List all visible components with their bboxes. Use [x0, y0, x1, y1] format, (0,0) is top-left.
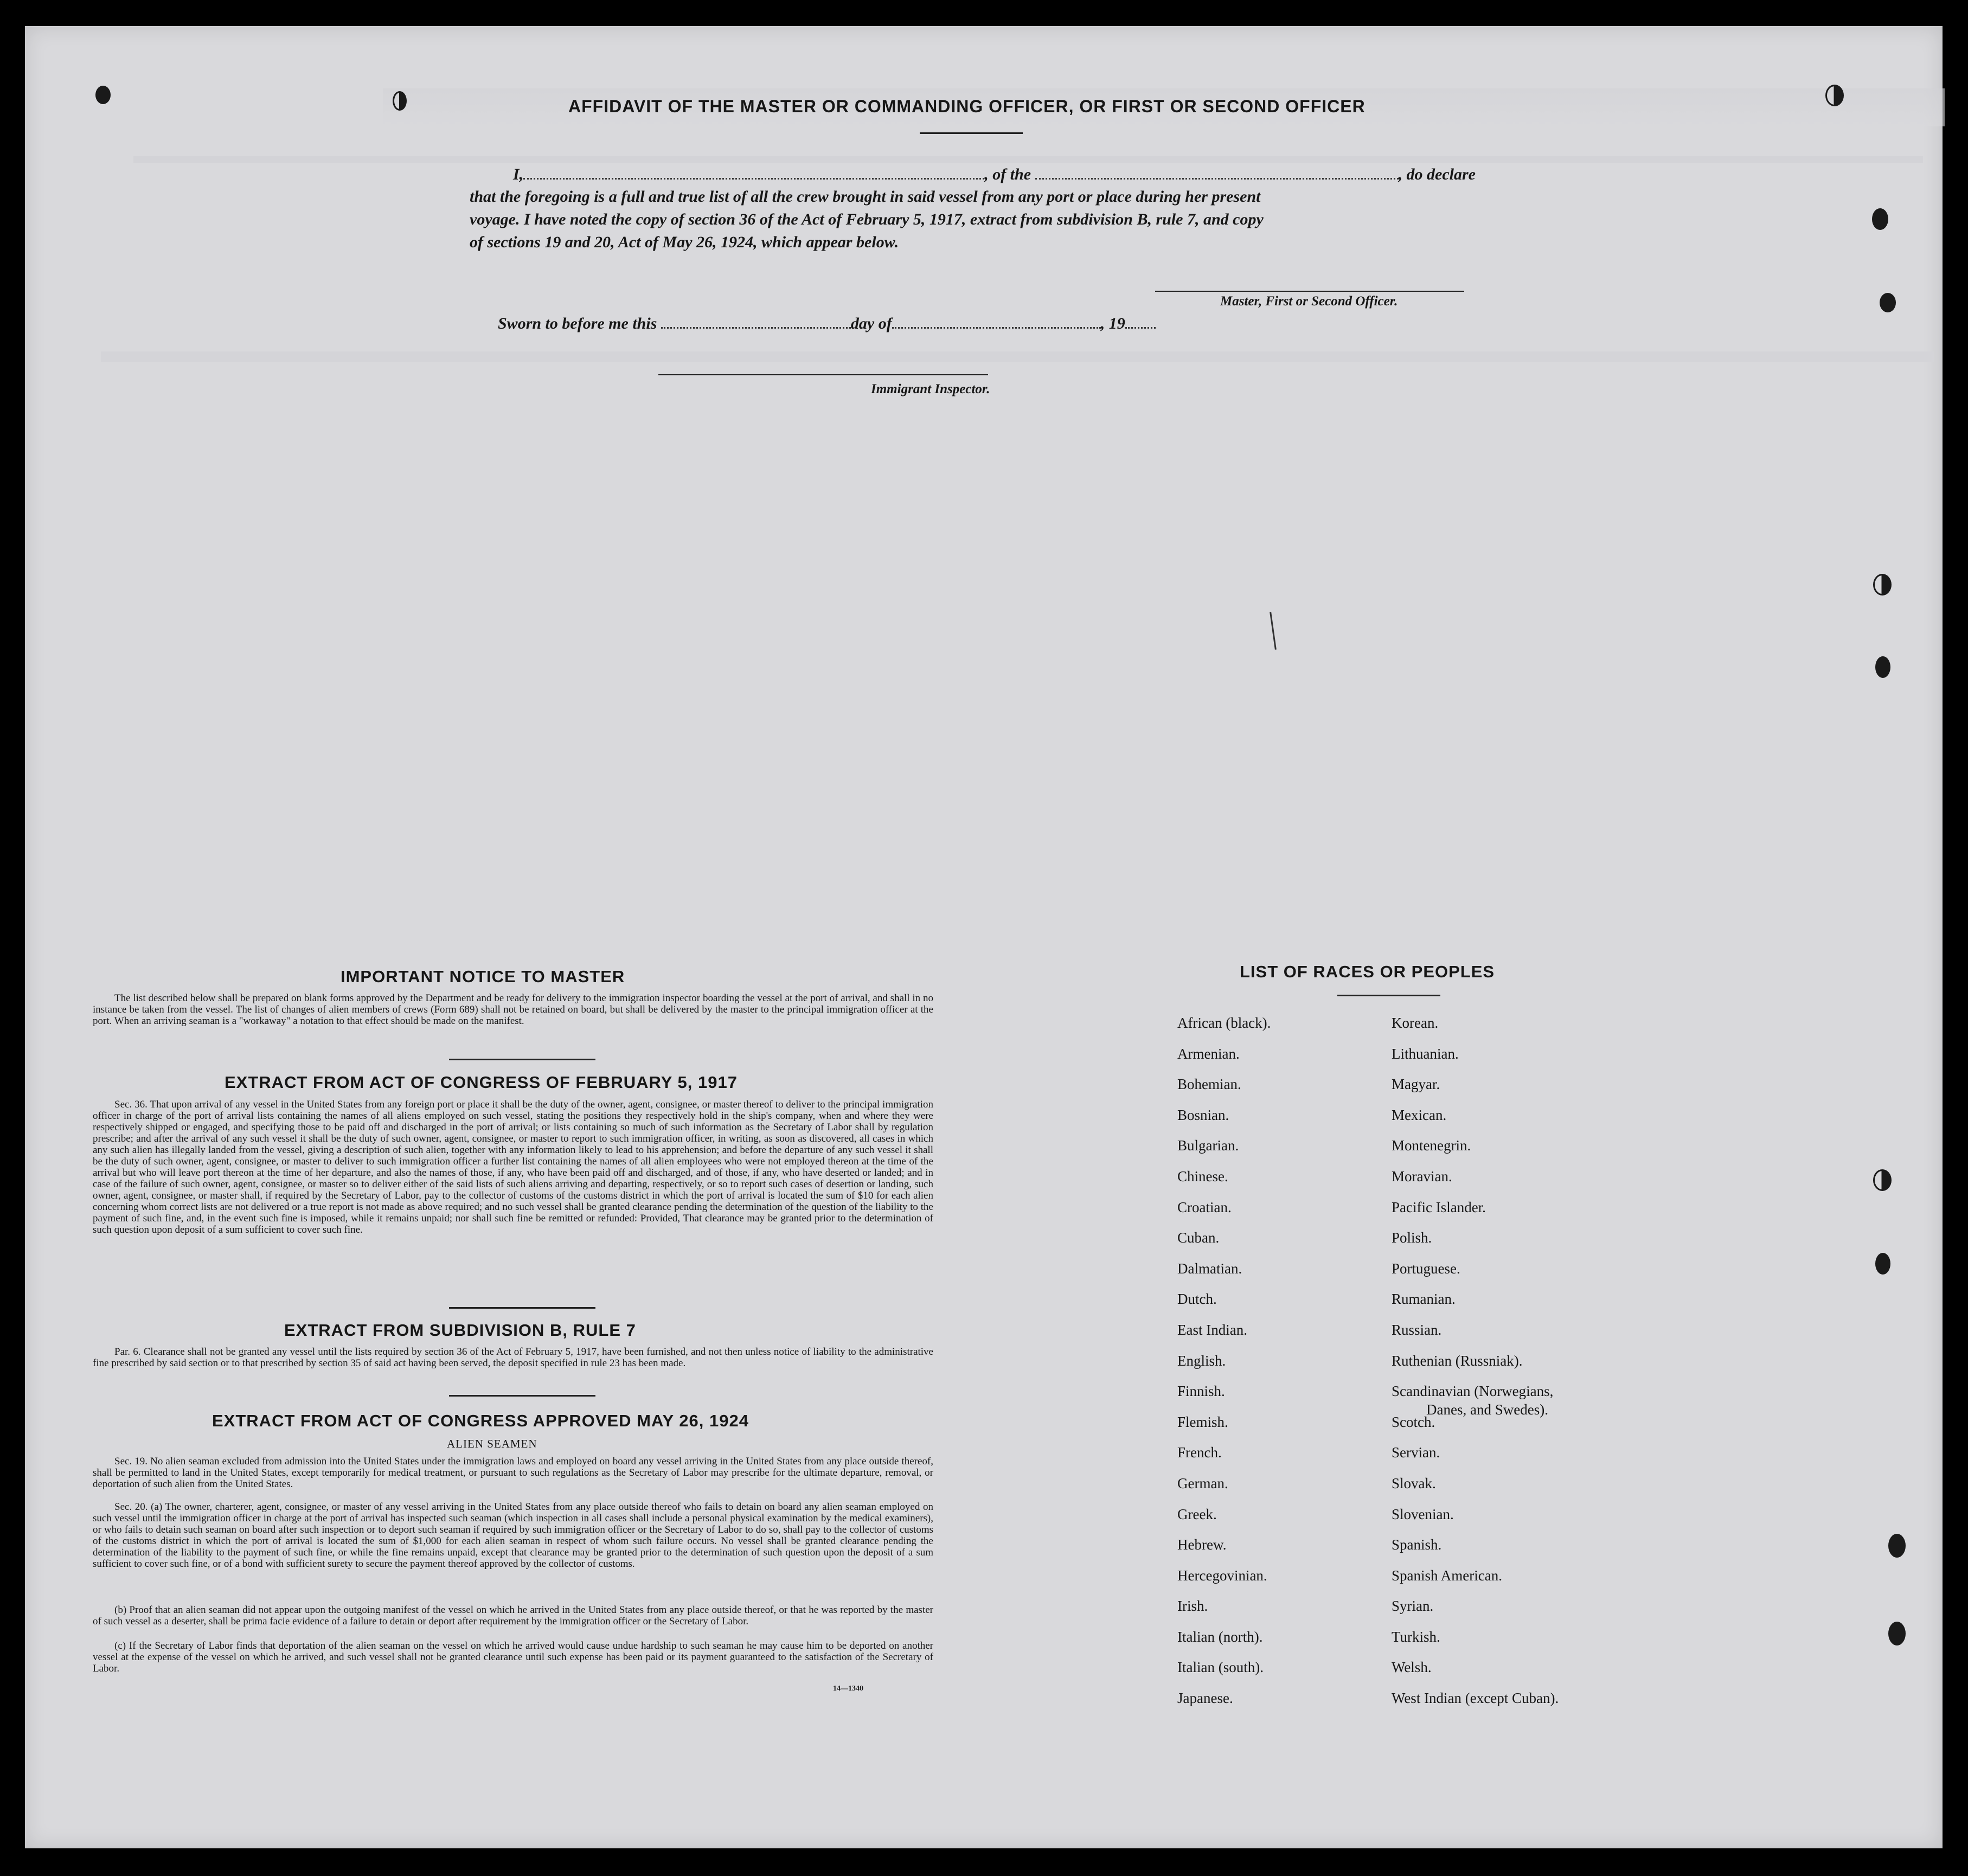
affidavit-body-line: of sections 19 and 20, Act of May 26, 1924, which appear below.: [470, 233, 899, 251]
master-signature-label: Master, First or Second Officer.: [1220, 294, 1398, 309]
race-item: Bohemian.: [1177, 1076, 1241, 1093]
pen-mark: [1270, 612, 1277, 650]
section-rule: [449, 1307, 595, 1309]
race-item: Slovenian.: [1392, 1506, 1454, 1522]
master-signature-line[interactable]: [1155, 291, 1464, 292]
race-item: Scotch.: [1392, 1413, 1435, 1430]
races-title: LIST OF RACES OR PEOPLES: [1240, 962, 1495, 981]
race-item: Greek.: [1177, 1506, 1217, 1522]
race-item: Finnish.: [1177, 1383, 1225, 1400]
punch-hole: [1880, 293, 1896, 312]
title-rule: [920, 132, 1023, 134]
race-item: Italian (south).: [1177, 1659, 1264, 1676]
punch-hole: [1875, 656, 1890, 678]
punch-hole: [1872, 208, 1888, 230]
race-item: Pacific Islander.: [1392, 1199, 1486, 1215]
race-item: Moravian.: [1392, 1168, 1452, 1184]
extract-1917-text: Sec. 36. That upon arrival of any vessel in the United States from any foreign port or place it shall be the duty of the owner, agent, consignee, or master thereof to deliver to the principal immigration officer in charge of the port of arrival lists containing the names of all aliens employed on such vessel, stating the positions they respectively hold in the ship's company, when and where they were respectively shipped or engaged, and specifying those to be paid off and discharged in the port of arrival; or lists containing so much of such information as the Secretary of Labor shall by regulation prescribe; and after the arrival of any such vessel it shall be the duty of such owner, agent, consignee, or master to report to such immigration officer, in writing, as soon as discovered, all cases in which any such alien has illegally landed from the vessel, giving a description of such alien, together with any information likely to lead to his apprehension; and before the departure of any such vessel it shall be the duty of such owner, agent, consignee, or master to deliver to such immigration officer a further list containing the names of all alien employees who were not employed thereon at the time of the arrival but who will leave port thereon at the time of her departure, and also the names of those, if any, who have been paid off and discharged, and of those, if any, who have deserted or landed; and in case of the failure of such owner, agent, consignee, or master so to deliver either of the said lists of such aliens arriving and departing, respectively, or so to report such cases of desertion or landing, such owner, agent, consignee, or master shall, if required by the Secretary of Labor, pay to the collector of customs of the customs district in which the port of arrival is located the sum of $10 for each alien concerning whom correct lists are not delivered or a true report is not made as above required; and no such vessel shall be granted clearance pending the determination of the question of the liability to the payment of such fine, and, in the event such fine is imposed, while it remains unpaid; nor shall such fine be remitted or refunded: Provided, That clearance may be granted prior to the determination of such question upon deposit of a sum sufficient to cover such fine.: [93, 1099, 933, 1235]
vessel-blank[interactable]: [1035, 177, 1399, 180]
race-item: Flemish.: [1177, 1413, 1228, 1430]
race-item: Ruthenian (Russniak).: [1392, 1352, 1523, 1369]
race-item: German.: [1177, 1475, 1228, 1491]
race-item: Rumanian.: [1392, 1291, 1456, 1308]
race-item: Cuban.: [1177, 1230, 1220, 1246]
punch-hole: [1873, 1169, 1892, 1191]
race-item: Portuguese.: [1392, 1260, 1460, 1277]
race-item: Korean.: [1392, 1015, 1439, 1031]
race-item: Croatian.: [1177, 1199, 1232, 1215]
race-item: Chinese.: [1177, 1168, 1228, 1184]
notice-text: The list described below shall be prepared on blank forms approved by the Department and be ready for delivery to the immigration inspector boarding the vessel at the port of arrival, and shall in no instance be taken from the vessel. The list of changes of alien members of crews (Form 689) shall not be retained on board, but shall be delivered by the master to the principal immigration officer at the port. When an arriving seaman is a "workaway" a notation to that effect should be made on the manifest.: [93, 993, 933, 1027]
extract-1917-title: EXTRACT FROM ACT OF CONGRESS OF FEBRUARY 5, 1917: [225, 1073, 738, 1092]
race-item: Hebrew.: [1177, 1536, 1227, 1553]
bleed-through-band: [133, 156, 1923, 163]
section-rule: [449, 1059, 595, 1060]
do-declare-label: , do declare: [1398, 165, 1476, 183]
punch-hole: [95, 86, 111, 104]
punch-hole: [1888, 1534, 1906, 1558]
race-item: Russian.: [1392, 1321, 1442, 1338]
name-blank[interactable]: [523, 177, 984, 180]
race-item: Irish.: [1177, 1598, 1208, 1615]
bleed-through-band: [101, 351, 1934, 362]
race-item: Turkish.: [1392, 1628, 1440, 1645]
race-item: English.: [1177, 1352, 1226, 1369]
alien-seamen-subtitle: ALIEN SEAMEN: [447, 1437, 537, 1450]
year-blank[interactable]: [1125, 326, 1156, 329]
race-item: Dutch.: [1177, 1291, 1217, 1308]
race-item: Armenian.: [1177, 1045, 1240, 1062]
punch-hole: [393, 91, 407, 111]
race-item: East Indian.: [1177, 1321, 1247, 1338]
race-item: Magyar.: [1392, 1076, 1440, 1093]
race-item: African (black).: [1177, 1015, 1271, 1031]
sec19-text: Sec. 19. No alien seaman excluded from admission into the United States under the immigration laws and employed on board any vessel arriving in the United States from any place outside thereof, shall be permitted to land in the United States, except temporarily for medical treatment, or pursuant to such regulations as the Secretary of Labor may prescribe for the ultimate departure, removal, or deportation of such alien from the United States.: [93, 1456, 933, 1490]
race-item: Montenegrin.: [1392, 1137, 1471, 1154]
races-title-rule: [1337, 995, 1440, 996]
day-of-label: day of: [850, 315, 892, 332]
races-continuation: Danes, and Swedes).: [1426, 1401, 1548, 1418]
race-item: Welsh.: [1392, 1659, 1432, 1676]
affidavit-body-line: voyage. I have noted the copy of section 36 of the Act of February 5, 1917, extract from subdivision B, rule 7, and copy: [470, 210, 1264, 228]
year-prefix: , 19: [1100, 315, 1125, 332]
race-item: French.: [1177, 1444, 1222, 1461]
sworn-label: Sworn to before me this: [498, 315, 657, 332]
section-rule: [449, 1395, 595, 1397]
affidavit-declaration-line: [470, 165, 1527, 184]
race-item: Hercegovinian.: [1177, 1567, 1267, 1584]
race-item: Dalmatian.: [1177, 1260, 1242, 1277]
punch-hole: [1873, 574, 1892, 596]
race-item: Syrian.: [1392, 1598, 1434, 1615]
race-item: Bulgarian.: [1177, 1137, 1239, 1154]
race-item: Italian (north).: [1177, 1628, 1263, 1645]
inspector-signature-line[interactable]: [658, 374, 988, 375]
race-item: Bosnian.: [1177, 1106, 1229, 1123]
i-label: I,: [513, 165, 524, 183]
sec20a-text: Sec. 20. (a) The owner, charterer, agent, consignee, or master of any vessel arriving in the United States from any place outside thereof who fails to detain on board any alien seaman employed on such vessel until the immigration officer in charge at the port of arrival has inspected such seaman (which inspection in all cases shall include a personal physical examination by the medical examiners), or who fails to detain such seaman on board after such inspection or to deport such seaman if required by such immigration officer or the Secretary of Labor to do so, shall pay to the collector of customs of the customs district in which the port of arrival is located the sum of $1,000 for each alien seaman in respect of whom such failure occurs. No vessel shall be granted clearance pending the determination of the liability to the payment of such fine, or while the fine remains unpaid, except that clearance may be granted prior to the determination of such question upon the deposit of a sum sufficient to cover such fine, or of a bond with sufficient surety to secure the payment thereof approved by the collector of customs.: [93, 1501, 933, 1570]
race-item: Scandinavian (Norwegians,: [1392, 1383, 1554, 1400]
sworn-line: [498, 315, 1284, 333]
extract-rule7-title: EXTRACT FROM SUBDIVISION B, RULE 7: [284, 1321, 636, 1340]
races-column-1: [1177, 1015, 1271, 1721]
notice-title: IMPORTANT NOTICE TO MASTER: [341, 967, 625, 986]
race-item: Spanish American.: [1392, 1567, 1502, 1584]
race-item: Japanese.: [1177, 1690, 1233, 1707]
races-column-2: [1392, 1015, 1559, 1721]
affidavit-title: AFFIDAVIT OF THE MASTER OR COMMANDING OFFICER, OR FIRST OR SECOND OFFICER: [568, 97, 1366, 116]
race-item: Spanish.: [1392, 1536, 1442, 1553]
sec20c-text: (c) If the Secretary of Labor finds that deportation of the alien seaman on the vessel on which he arrived would cause undue hardship to such seaman he may cause him to be deported on another vessel at the expense of the vessel on which he arrived, and such vessel shall not be granted clearance until such expense has been paid or its payment guaranteed to the satisfaction of the Secretary of Labor.: [93, 1640, 933, 1674]
day-blank[interactable]: [661, 326, 851, 329]
form-number: 14—1340: [833, 1685, 863, 1693]
race-item: West Indian (except Cuban).: [1392, 1690, 1559, 1707]
punch-hole: [1875, 1253, 1890, 1275]
document-page: [25, 26, 1943, 1848]
extract-1924-title: EXTRACT FROM ACT OF CONGRESS APPROVED MAY 26, 1924: [212, 1411, 749, 1430]
race-item: Slovak.: [1392, 1475, 1436, 1491]
punch-hole: [1888, 1622, 1906, 1645]
of-the-label: , of the: [984, 165, 1031, 183]
extract-rule7-text: Par. 6. Clearance shall not be granted any vessel until the lists required by section 36 of the Act of February 5, 1917, have been furnished, and not then unless notice of liability to the administrative fine prescribed by said section or to that prescribed by section 35 of said act having been served, the deposit specified in rule 23 has been made.: [93, 1346, 933, 1369]
month-blank[interactable]: [892, 326, 1101, 329]
sec20b-text: (b) Proof that an alien seaman did not appear upon the outgoing manifest of the vessel on which he arrived in the United States from any place outside thereof, or that he was reported by the master of such vessel as a deserter, shall be prima facie evidence of a failure to detain or deport after requirement by the immigration officer or the Secretary of Labor.: [93, 1604, 933, 1627]
punch-hole: [1825, 85, 1844, 106]
affidavit-body-line: that the foregoing is a full and true list of all the crew brought in said vessel from any port or place during her present: [470, 188, 1261, 206]
race-item: Servian.: [1392, 1444, 1440, 1461]
race-item: Mexican.: [1392, 1106, 1447, 1123]
race-item: Lithuanian.: [1392, 1045, 1459, 1062]
inspector-label: Immigrant Inspector.: [871, 382, 990, 396]
race-item: Polish.: [1392, 1230, 1432, 1246]
